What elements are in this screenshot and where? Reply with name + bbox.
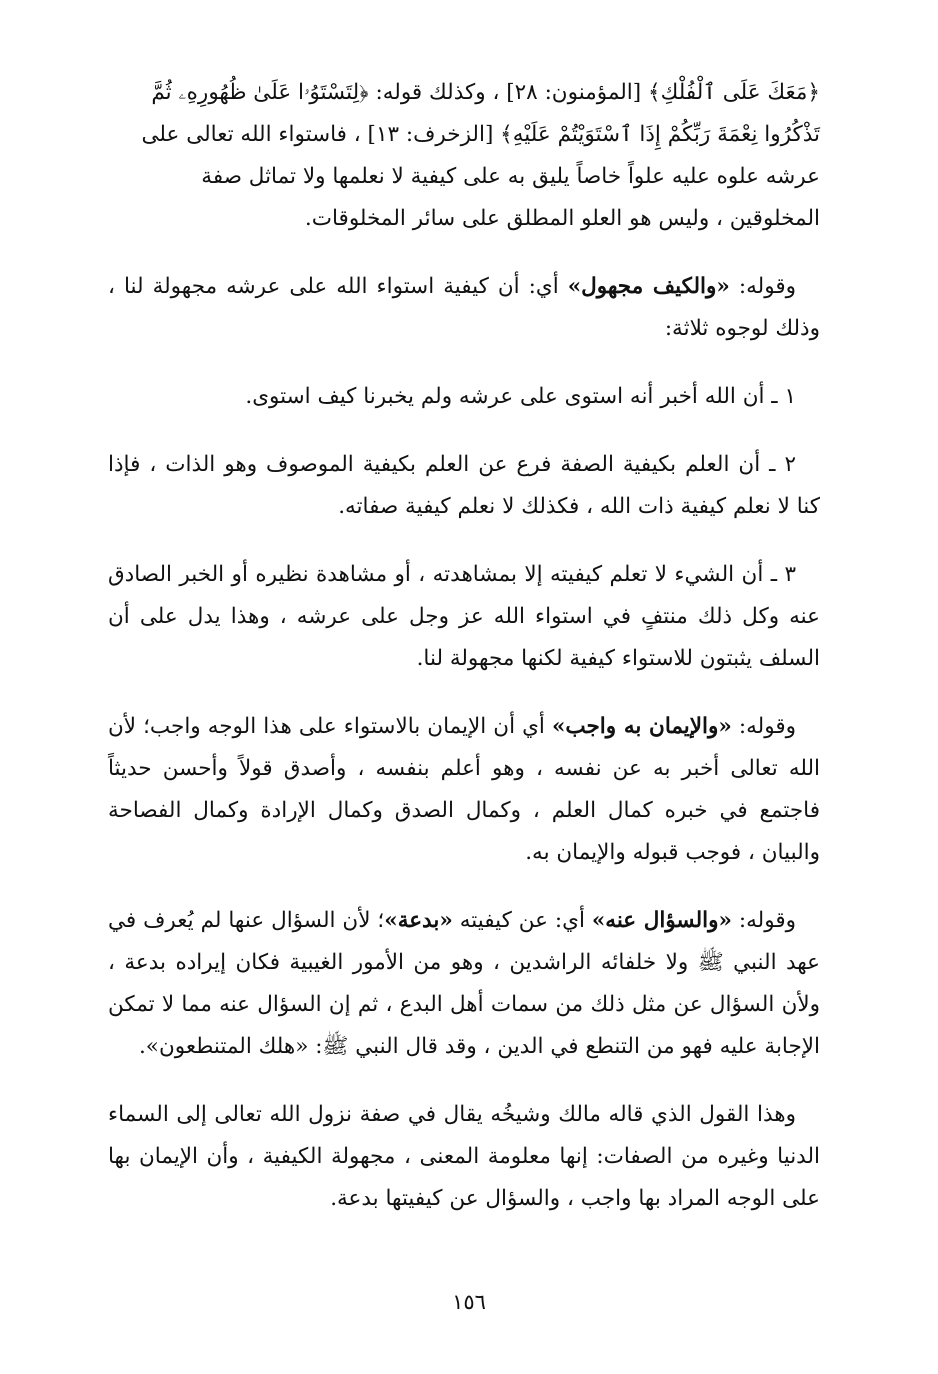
paragraph-3: ١ ـ أن الله أخبر أنه استوى على عرشه ولم يخبرنا كيف استوى. (245, 384, 796, 409)
paragraph-8: وهذا القول الذي قاله مالك وشيخُه يقال في صفة نزول الله تعالى إلى السماء الدنيا وغيره من الصفات: إنها معلومة المعنى ، مجهولة الكيفية ، وأن الإيمان بها على الوجه المراد بها واجب ، والسؤال عن كيفيتها بدعة. (108, 1102, 820, 1211)
paragraph-7-quote: «والسؤال عنه» (591, 908, 732, 933)
paragraph-6 (108, 706, 820, 874)
paragraph-2-prefix: وقوله: (729, 274, 796, 299)
page-number: ١٥٦ (452, 1290, 486, 1314)
paragraph-7 (108, 900, 820, 1068)
paragraph-2 (108, 266, 820, 350)
page-body (108, 72, 820, 1302)
paragraph-5: ٣ ـ أن الشيء لا تعلم كيفيته إلا بمشاهدته ، أو مشاهدة نظيره أو الخبر الصادق عنه وكل ذلك منتفٍ في استواء الله عز وجل على عرشه ، وهذا يدل على أن السلف يثبتون للاستواء كيفية لكنها مجهولة لنا. (108, 562, 820, 671)
paragraph-1-line-3: عرشه علوه عليه علواً خاصاً يليق به على كيفية لا نعلمها ولا تماثل صفة (201, 164, 820, 189)
paragraph-7-text: ؛ لأن السؤال عنها لم يُعرف في عهد النبي ﷺ ولا خلفائه الراشدين ، وهو من الأمور الغيبية فكان إيراده بدعة ، ولأن السؤال عن مثل ذلك من سمات أهل البدع ، ثم إن السؤال عنه مما لا تمكن الإجابة عليه فهو من التنطع في الدين ، وقد قال النبي ﷺ: «هلك المتنطعون». (108, 908, 820, 1059)
paragraph-7-prefix: وقوله: (731, 908, 796, 933)
paragraph-1-line-1: ﴿مَعَكَ عَلَى ٱلْفُلْكِ﴾ [المؤمنون: ٢٨] ، وكذلك قوله: ﴿لِتَسْتَوُۥا عَلَىٰ ظُهُورِهِۦ ثُمَّ (151, 80, 820, 105)
paragraph-6-quote: «والإيمان به واجب» (551, 714, 732, 739)
paragraph-4: ٢ ـ أن العلم بكيفية الصفة فرع عن العلم بكيفية الموصوف وهو الذات ، فإذا كنا لا نعلم كيفية ذات الله ، فكذلك لا نعلم كيفية صفاته. (108, 452, 820, 519)
paragraph-1-line-2: تَذْكُرُوا نِعْمَةَ رَبِّكُمْ إِذَا ٱسْتَوَيْتُمْ عَلَيْهِ﴾ [الزخرف: ١٣] ، فاستواء الله تعالى على (141, 122, 820, 147)
paragraph-7-quote-2: «بدعة» (384, 908, 453, 933)
paragraph-2-quote: «والكيف مجهول» (567, 274, 730, 299)
paragraph-7-mid: أي: عن كيفيته (452, 908, 592, 933)
paragraph-2-text: أي: أن كيفية استواء الله على عرشه مجهولة لنا ، وذلك لوجوه ثلاثة: (108, 274, 820, 341)
paragraph-1-line-4: المخلوقين ، وليس هو العلو المطلق على سائر المخلوقات. (304, 206, 820, 231)
paragraph-6-text: أي أن الإيمان بالاستواء على هذا الوجه واجب؛ لأن الله تعالى أخبر به عن نفسه ، وهو أعلم بنفسه ، وأصدق قولاً وأحسن حديثاً فاجتمع في خبره كمال العلم ، وكمال الصدق وكمال الإرادة وكمال الفصاحة والبيان ، فوجب قبوله والإيمان به. (108, 714, 820, 865)
paragraph-1 (108, 72, 820, 240)
paragraph-6-prefix: وقوله: (731, 714, 796, 739)
